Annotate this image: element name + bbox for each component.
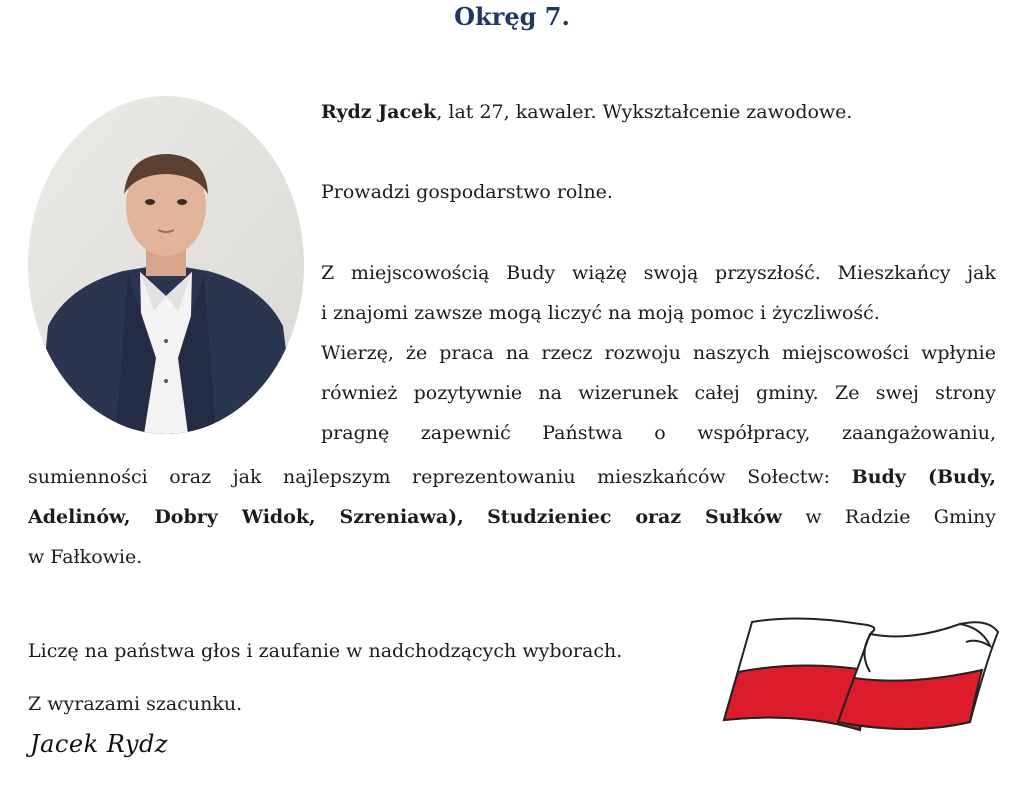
signature: Jacek Rydz [30, 730, 168, 758]
candidate-portrait [28, 96, 304, 434]
statement-paragraph [321, 253, 996, 453]
candidate-info: , lat 27, kawaler. Wykształcenie zawodowe. [436, 101, 853, 123]
closing-appeal: Liczę na państwa głos i zaufanie w nadchodzących wyborach. [28, 640, 623, 662]
statement-line: w Fałkowie. [28, 546, 143, 568]
statement-text: w Radzie Gminy [782, 506, 996, 528]
polish-flag-icon [720, 612, 1002, 734]
statement-line: również pozytywnie na wizerunek całej gminy. Ze swej strony [321, 382, 996, 404]
solectwo-names: Studzieniec oraz Sułków [487, 506, 783, 528]
page-title: Okręg 7. [454, 2, 570, 31]
candidate-intro [321, 92, 852, 132]
statement-line: i znajomi zawsze mogą liczyć na moją pomoc i życzliwość. [321, 302, 880, 324]
statement-line [28, 457, 996, 497]
closing-regards: Z wyrazami szacunku. [28, 693, 243, 715]
statement-line: pragnę zapewnić Państwa o współpracy, zaangażowaniu, [321, 422, 996, 444]
statement-line: Wierzę, że praca na rzecz rozwoju naszych miejscowości wpłynie [321, 342, 996, 364]
statement-line [28, 497, 996, 537]
statement-continuation [28, 457, 996, 577]
candidate-occupation: Prowadzi gospodarstwo rolne. [321, 181, 613, 203]
statement-line: Z miejscowością Budy wiążę swoją przyszłość. Mieszkańcy jak [321, 262, 996, 284]
statement-text: sumienności oraz jak najlepszym reprezentowaniu mieszkańców Sołectw: [28, 466, 852, 488]
solectwo-names: Budy (Budy, [851, 466, 996, 488]
candidate-name: Rydz Jacek [321, 101, 437, 123]
solectwo-names: Adelinów, Dobry Widok, Szreniawa), [28, 506, 464, 528]
